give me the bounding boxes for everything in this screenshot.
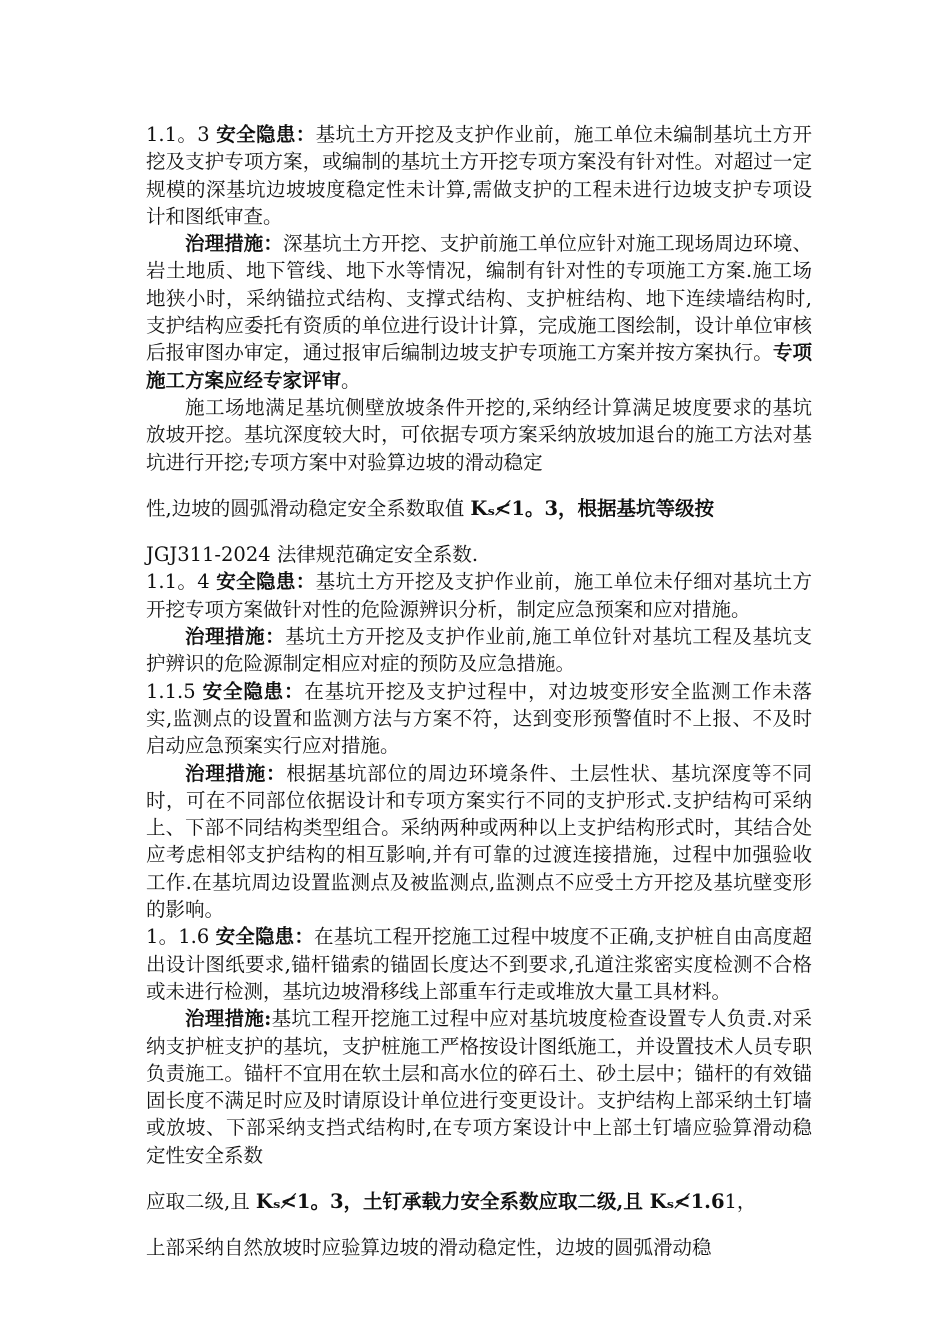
hazard-label: 安全隐患： [202, 679, 305, 703]
measure-text-b: 应取二级,且 [146, 1189, 256, 1213]
paragraph-hazard-1-1-6 [146, 923, 812, 1005]
paragraph-measure-1-1-5 [146, 760, 812, 924]
hazard-label: 安全隐患： [215, 925, 314, 949]
measure-label: 治理措施: [185, 1007, 272, 1031]
safety-factor-value: Kₛ≮1.6 [649, 1189, 725, 1213]
measure-label: 治理措施： [185, 232, 283, 256]
slope-text-b: 性,边坡的圆弧滑动稳定安全系数取值 [146, 496, 471, 520]
measure-label: 治理措施： [185, 625, 286, 649]
paragraph-slope-standard [146, 541, 812, 568]
hazard-text: 基坑土方开挖及支护作业前，施工单位未仔细对基坑土方开挖专项方案做针对性的危险源辨识分析，制定应急预案和应对措施。 [146, 570, 812, 621]
slope-standard-text: JGJ311-2024 法律规范确定安全系数. [146, 543, 479, 567]
hazard-text: 基坑土方开挖及支护作业前，施工单位未编制基坑土方开挖及支护专项方案，或编制的基坑土方开挖专项方案没有针对性。对超过一定规模的深基坑边坡坡度稳定性未计算,需做支护的工程未进行边坡支护专项设计和图纸审查。 [146, 123, 812, 228]
section-number: 1.1。4 [146, 570, 217, 594]
measure-text-d: 1， [724, 1189, 757, 1213]
measure-text: 基坑工程开挖施工过程中应对基坑坡度检查设置专人负责.对采纳支护桩支护的基坑，支护桩施工严格按设计图纸施工，并设置技术人员专职负责施工。锚杆不宜用在软土层和高水位的碎石土、砂土层中；锚杆的有效锚固长度不满足时应及时请原设计单位进行变更设计。支护结构上部采纳土钉墙或放坡、下部采纳支挡式结构时,在专项方案设计中上部土钉墙应验算滑动稳定性安全系数 [146, 1007, 812, 1167]
paragraph-measure-1-1-6-end [146, 1234, 812, 1261]
safety-factor-value: Kₛ≮1。3 [470, 496, 559, 520]
safety-factor-value: Kₛ≮1。3 [255, 1189, 344, 1213]
paragraph-hazard-1-1-5 [146, 678, 812, 760]
paragraph-hazard-1-1-3 [146, 121, 812, 230]
measure-text-c: ，土钉承载力安全系数应取二级,且 [343, 1189, 650, 1213]
hazard-label: 安全隐患： [216, 570, 316, 594]
measure-bold-note: 专项施工方案应经专家评审 [146, 341, 812, 392]
paragraph-measure-1-1-6-cont [146, 1188, 812, 1215]
slope-text: 施工场地满足基坑侧壁放坡条件开挖的,采纳经计算满足坡度要求的基坑放坡开挖。基坑深度较大时，可依据专项方案采纳放坡加退台的施工方法对基坑进行开挖;专项方案中对验算边坡的滑动稳定 [146, 395, 812, 474]
section-number: 1.1.5 [146, 679, 203, 703]
paragraph-measure-1-1-3 [146, 230, 812, 394]
paragraph-measure-1-1-4 [146, 623, 812, 678]
measure-tail: 。 [341, 368, 361, 392]
hazard-text: 在基坑开挖及支护过程中，对边坡变形安全监测工作未落实,监测点的设置和监测方法与方案不符，达到变形预警值时不上报、不及时启动应急预案实行应对措施。 [146, 679, 812, 758]
paragraph-slope-note-cont [146, 495, 812, 522]
measure-text: 根据基坑部位的周边环境条件、土层性状、基坑深度等不同时，可在不同部位依据设计和专项方案实行不同的支护形式.支护结构可采纳上、下部不同结构类型组合。采纳两种或两种以上支护结构形式时，其结合处应考虑相邻支护结构的相互影响,并有可靠的过渡连接措施，过程中加强验收工作.在基坑周边设置监测点及被监测点,监测点不应受土方开挖及基坑壁变形的影响。 [146, 761, 812, 922]
measure-text: 基坑土方开挖及支护作业前,施工单位针对基坑工程及基坑支护辨识的危险源制定相应对症的预防及应急措施。 [146, 625, 812, 676]
measure-text: 深基坑土方开挖、支护前施工单位应针对施工现场周边环境、岩土地质、地下管线、地下水等情况，编制有针对性的专项施工方案.施工场地狭小时，采纳锚拉式结构、支撑式结构、支护桩结构、地下连续墙结构时,支护结构应委托有资质的单位进行设计计算，完成施工图绘制，设计单位审核后报审图办审定，通过报审后编制边坡支护专项施工方案并按方案执行。 [146, 232, 812, 365]
measure-text-e: 上部采纳自然放坡时应验算边坡的滑动稳定性，边坡的圆弧滑动稳 [146, 1236, 712, 1260]
section-number: 1。1.6 [146, 925, 216, 949]
section-number: 1.1。3 [146, 123, 217, 146]
paragraph-measure-1-1-6 [146, 1005, 812, 1169]
measure-label: 治理措施： [185, 761, 287, 785]
hazard-text: 在基坑工程开挖施工过程中坡度不正确,支护桩自由高度超出设计图纸要求,锚杆锚索的锚固长度达不到要求,孔道注浆密实度检测不合格或未进行检测，基坑边坡滑移线上部重车行走或堆放大量工具材料。 [146, 925, 812, 1003]
paragraph-slope-note [146, 394, 812, 476]
paragraph-hazard-1-1-4 [146, 568, 812, 623]
hazard-label: 安全隐患： [216, 123, 316, 146]
document-page [146, 121, 812, 1262]
slope-text-c: ，根据基坑等级按 [558, 496, 715, 520]
